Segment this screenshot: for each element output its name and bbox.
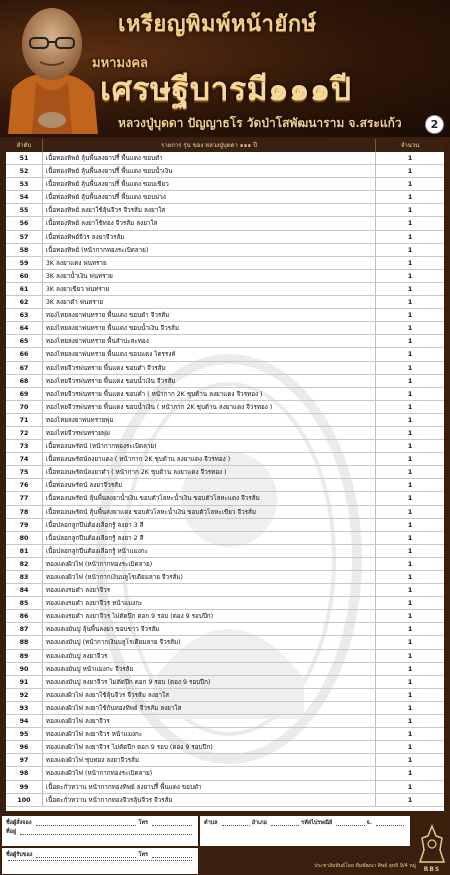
table-row — [6, 479, 444, 492]
table-row — [6, 244, 444, 257]
receiver-extra-field[interactable] — [8, 860, 192, 861]
district-field[interactable] — [271, 819, 299, 826]
row-item-name: ทองแดงผิวไฟ (หน้ากากทองระเบิดลาย) — [43, 767, 376, 779]
row-item-name: ทองแดงผิวไฟ (หน้ากากเงินบลูโรเดียมลาย จีวรส้ม) — [43, 571, 376, 583]
row-number: 86 — [6, 610, 43, 622]
row-quantity: 1 — [407, 744, 413, 752]
row-item-name: 3K ลงยาแดง พ่นทราย — [43, 257, 376, 269]
row-item-name: 3K ลงยาน้ำเงิน พ่นทราย — [43, 270, 376, 282]
row-quantity: 1 — [407, 718, 413, 726]
table-row — [6, 296, 444, 309]
row-number: 61 — [6, 283, 43, 295]
row-number: 89 — [6, 650, 43, 662]
table-row — [6, 335, 444, 348]
row-quantity: 1 — [407, 534, 413, 542]
table-row — [6, 204, 444, 217]
table-row — [6, 610, 444, 623]
header-no: ลำดับ — [6, 139, 43, 152]
row-item-name: เนื้อทองนพรัตน์ ลุ้นพื้นลงยาน้ำเงิน ขอบตัวโลหะน้ำเงิน ขอบตัวโลหะแดง จีวรส้ม — [43, 492, 376, 504]
row-quantity: 1 — [407, 508, 413, 516]
row-number: 69 — [6, 388, 43, 400]
row-quantity: 1 — [407, 351, 413, 359]
row-quantity: 1 — [407, 796, 413, 804]
order-form-footer — [0, 812, 450, 875]
row-quantity: 1 — [407, 272, 413, 280]
monk-portrait-image — [6, 2, 98, 134]
row-item-name: ทองไทยลงยาพ่นทราย พื้นลำปะสะทอง — [43, 335, 376, 347]
table-row — [6, 597, 444, 610]
row-number: 78 — [6, 506, 43, 518]
row-quantity: 1 — [407, 155, 413, 162]
row-quantity: 1 — [407, 181, 413, 189]
subdistrict-field[interactable] — [222, 819, 250, 826]
table-row — [6, 257, 444, 270]
table-row — [6, 754, 444, 767]
receiver-phone-field[interactable] — [152, 851, 192, 858]
credit-text: ประชาสัมพันธ์โดย ทีมพัฒนา ศิษย์ สุทธิ 9/4 หมู่ — [314, 863, 416, 869]
row-number: 73 — [6, 440, 43, 452]
table-row — [6, 781, 444, 794]
row-quantity: 1 — [407, 678, 413, 686]
row-number: 87 — [6, 623, 43, 635]
district-label: อำเภอ — [251, 820, 267, 826]
orderer-phone-field[interactable] — [152, 819, 192, 826]
row-number: 51 — [6, 152, 43, 164]
row-number: 83 — [6, 571, 43, 583]
table-row — [6, 728, 444, 741]
row-number: 90 — [6, 663, 43, 675]
row-quantity: 1 — [407, 770, 413, 778]
row-item-name: เนื้อตะกั่วหวาน หน้ากากทองทิพย์ ลงยาปรี้ พื้นแดง ขอบดำ — [43, 781, 376, 793]
row-number: 75 — [6, 466, 43, 478]
row-item-name: เนื้อทองนพรัตน์ลงยาแดง ( หน้ากาก 2K ชุบด้าน ลงยาแดง จีวรทอง ) — [43, 453, 376, 465]
table-row — [6, 453, 444, 466]
row-number: 55 — [6, 204, 43, 216]
row-item-name: ทองแดงผิวไฟ ลงยาจีวร หน้าแมงกะ — [43, 728, 376, 740]
table-body — [6, 152, 444, 807]
row-number: 74 — [6, 453, 43, 465]
row-item-name: เนื้อทองนพรัตน์ (หน้ากากทองระเบิดลาย) — [43, 440, 376, 452]
row-quantity: 1 — [407, 613, 413, 621]
row-item-name: เนื้อทองทิพย์ ลงยาใช้ทอง จีวรส้ม ลงยาใส — [43, 217, 376, 229]
row-quantity: 1 — [407, 574, 413, 581]
row-item-name: ทองไทยลงยาพ่นทราย พื้นแดง ขอบแดง ไตรรงค์ — [43, 348, 376, 360]
orderer-name-label: ชื่อผู้สั่งจอง — [6, 820, 32, 826]
address-label: ที่อยู่ — [6, 829, 17, 835]
row-item-name: ทองไทยจีวรพ่นทราย พื้นแดง ขอบน้ำเงิน จีวรส้ม — [43, 375, 376, 387]
row-number: 91 — [6, 676, 43, 688]
row-quantity: 1 — [407, 220, 413, 228]
row-number: 58 — [6, 244, 43, 256]
row-number: 76 — [6, 479, 43, 491]
row-item-name: ทองแดงมันปู ลงยาจีวร — [43, 650, 376, 662]
table-row — [6, 362, 444, 375]
header-item-name: รายการ รุ่น ของ หลวงปู่บุดดา ๑๑๑ ปี — [43, 139, 376, 152]
row-item-name: ทองแดงผิวไฟ (หน้ากากทองระเบิดลาย) — [43, 558, 376, 570]
row-quantity: 1 — [407, 403, 413, 411]
row-number: 80 — [6, 532, 43, 544]
row-quantity: 1 — [407, 299, 413, 307]
table-row — [6, 545, 444, 558]
row-item-name: ทองแดงรมดำ ลงยาจีวร ไม่ตัดปีก ตอก 9 รอบ (ตอง 9 รอบปีก) — [43, 610, 376, 622]
row-quantity: 1 — [407, 691, 413, 699]
table-row — [6, 322, 444, 335]
row-number: 65 — [6, 335, 43, 347]
row-number: 98 — [6, 767, 43, 779]
logo-text: RBS — [423, 866, 441, 873]
row-quantity: 1 — [407, 783, 413, 791]
row-item-name: เนื้อทองทิพย์ ลุ้นพื้นลงยาปรี้ พื้นแดง ขอบเขียว — [43, 178, 376, 190]
table-row — [6, 741, 444, 754]
table-row — [6, 414, 444, 427]
row-item-name: ทองแดงมันปู หน้าแมงกะ จีวรส้ม — [43, 663, 376, 675]
row-number: 79 — [6, 519, 43, 531]
row-item-name: เนื้อทองนพรัตน์ ลงยาจีวรส้ม — [43, 479, 376, 491]
table-row — [6, 270, 444, 283]
receiver-phone-label: โทร — [138, 852, 148, 858]
row-number: 71 — [6, 414, 43, 426]
table-row — [6, 702, 444, 715]
row-item-name: ทองแดงรมดำ ลงยาจีวร หน้าแมงกะ — [43, 597, 376, 609]
table-row — [6, 532, 444, 545]
orderer-phone-label: โทร — [138, 820, 148, 826]
row-quantity: 1 — [407, 521, 413, 529]
row-number: 77 — [6, 492, 43, 504]
header-quantity: จำนวน — [400, 142, 420, 149]
row-quantity: 1 — [407, 587, 413, 595]
row-quantity: 1 — [407, 312, 413, 320]
row-quantity: 1 — [407, 207, 413, 215]
row-quantity: 1 — [407, 364, 413, 372]
table-row — [6, 217, 444, 230]
row-quantity: 1 — [407, 704, 413, 712]
zipcode-label: รหัสไปรษณีย์ — [301, 820, 333, 826]
row-item-name: เนื้อทองนพรัตน์ ลุ้นพื้นลงยาแดง ขอบตัวโลหะน้ำเงิน ขอบตัวโลหะเขียว จีวรส้ม — [43, 506, 376, 518]
row-item-name: เนื้อทองทิพย์ (หน้ากากทองระเบิดลาย) — [43, 244, 376, 256]
table-row — [6, 676, 444, 689]
receiver-name-field[interactable] — [36, 851, 136, 858]
rbs-logo-icon — [418, 824, 446, 864]
row-number: 54 — [6, 191, 43, 203]
table-row — [6, 427, 444, 440]
row-quantity: 1 — [407, 560, 413, 568]
row-item-name: ทองไทยลงยาพ่นทราย พื้นแดง ขอบน้ำเงิน จีวรส้ม — [43, 322, 376, 334]
row-item-name: ทองแดงมันปู (หน้ากากเงินบลูโรเดียมลาย จีวรส้ม) — [43, 636, 376, 648]
row-number: 63 — [6, 309, 43, 321]
row-quantity: 1 — [407, 757, 413, 765]
orderer-box — [2, 816, 198, 846]
row-number: 99 — [6, 781, 43, 793]
table-row — [6, 283, 444, 296]
title-line-2: มหามงคล — [92, 56, 149, 71]
row-item-name: ทองไทยลงยาพ่นทรายพุ่ม — [43, 414, 376, 426]
table-row — [6, 191, 444, 204]
table-row — [6, 767, 444, 780]
row-item-name: ทองแดงผิวไฟ ลงยาใช้ลุ้นจีวร จีวรส้ม ลงยาใส — [43, 689, 376, 701]
table-row — [6, 558, 444, 571]
address-field[interactable] — [20, 828, 192, 835]
province-label: จ. — [366, 820, 372, 826]
row-item-name: ทองแดงผิวไฟ ลงยาใช้ก้นทองทิพย์ จีวรส้ม ลงยาใส — [43, 702, 376, 714]
table-row — [6, 401, 444, 414]
row-number: 67 — [6, 362, 43, 374]
row-number: 60 — [6, 270, 43, 282]
row-quantity: 1 — [407, 233, 413, 241]
table-row — [6, 623, 444, 636]
title-line-1: เหรียญพิมพ์หน้ายักษ์ — [118, 11, 317, 37]
receiver-box — [2, 848, 198, 874]
row-number: 84 — [6, 584, 43, 596]
row-number: 96 — [6, 741, 43, 753]
table-row — [6, 715, 444, 728]
title-line-3: เศรษฐีบารมี๑๑๑ปี — [100, 70, 352, 108]
row-quantity: 1 — [407, 416, 413, 424]
row-item-name: ทองแดงมันปู ลุ้นพื้นลงยา ขอบขาว จีวรส้ม — [43, 623, 376, 635]
row-item-name: เนื้อปลอกลูกปืนต้องเลือกรู้ ลงยา 2 สี — [43, 532, 376, 544]
row-quantity: 1 — [407, 495, 413, 503]
row-item-name: ทองแดงผิวไฟ ลงยาจีวร ไม่ตัดปีก ตอก 9 รอบ (ตอง 9 รอบปีก) — [43, 741, 376, 753]
table-row — [6, 571, 444, 584]
table-header — [6, 139, 444, 152]
row-item-name: ทองแดงผิวไฟ ชุบทอง ลงยาจีวรส้ม — [43, 754, 376, 766]
row-item-name: 3K ลงยาเขียว พ่นทราย — [43, 283, 376, 295]
receiver-name-label: ชื่อผู้รับของ — [6, 852, 33, 858]
row-number: 97 — [6, 754, 43, 766]
page-number-badge: 2 — [426, 116, 443, 133]
row-quantity: 1 — [407, 194, 413, 202]
table-row — [6, 178, 444, 191]
table-row — [6, 348, 444, 361]
table-row — [6, 492, 444, 505]
table-row — [6, 165, 444, 178]
row-quantity: 1 — [407, 168, 413, 176]
table-row — [6, 388, 444, 401]
row-item-name: ทองแดงรมดำ ลงยาจีวร — [43, 584, 376, 596]
row-quantity: 1 — [407, 429, 413, 437]
table-row — [6, 794, 444, 807]
row-number: 82 — [6, 558, 43, 570]
row-item-name: เนื้อทองทิพย์ ลุ้นพื้นลงยาปรี้ พื้นแดง ขอบดำ — [43, 152, 376, 164]
table-row — [6, 519, 444, 532]
row-quantity: 1 — [407, 639, 413, 647]
row-item-name: เนื้อทองทิพย์ ลุ้นพื้นลงยาปรี้ พื้นแดง ขอบม่วง — [43, 191, 376, 203]
row-number: 81 — [6, 545, 43, 557]
row-item-name: เนื้อทองทิพย์ ลุ้นพื้นลงยาปรี้ พื้นแดง ขอบน้ำเงิน — [43, 165, 376, 177]
table-row — [6, 440, 444, 453]
table-row — [6, 663, 444, 676]
row-quantity: 1 — [407, 731, 413, 739]
row-quantity: 1 — [407, 338, 413, 346]
row-item-name: ทองไทยจีวรพ่นทรายพุ่ม — [43, 427, 376, 439]
table-row — [6, 584, 444, 597]
table-row — [6, 506, 444, 519]
row-item-name: ทองแดงผิวไฟ ลงยาจีวร — [43, 715, 376, 727]
row-number: 100 — [6, 794, 43, 806]
row-item-name: ทองแดงมันปู ลงยาจีวร ไม่ตัดปีก ตอก 9 รอบ (ตอง 9 รอบปีก) — [43, 676, 376, 688]
zipcode-field[interactable] — [336, 819, 364, 826]
row-item-name: ทองไทยจีวรพ่นทราย พื้นแดง ขอบน้ำเงิน ( หน้ากาก 2K ชุบด้าน ลงยาแดง จีวรทอง ) — [43, 401, 376, 413]
row-quantity: 1 — [407, 443, 413, 451]
subtitle: หลวงปู่บุดดา ปัญญาธโร วัดป่าโสพัฒนาราม จ.สระแก้ว — [118, 116, 402, 130]
row-number: 59 — [6, 257, 43, 269]
table-row — [6, 689, 444, 702]
row-number: 70 — [6, 401, 43, 413]
row-item-name: เนื้อปลอกลูกปืนต้องเลือกรู้ หน้าแมงกะ — [43, 545, 376, 557]
row-quantity: 1 — [407, 390, 413, 398]
row-item-name: 3K ลงยาดำ พ่นทราย — [43, 296, 376, 308]
row-quantity: 1 — [407, 626, 413, 634]
table-row — [6, 636, 444, 649]
row-quantity: 1 — [407, 377, 413, 385]
row-number: 95 — [6, 728, 43, 740]
row-quantity: 1 — [407, 469, 413, 477]
row-number: 62 — [6, 296, 43, 308]
header-banner — [0, 0, 450, 137]
orderer-name-field[interactable] — [36, 819, 137, 826]
table-row — [6, 152, 444, 165]
row-number: 94 — [6, 715, 43, 727]
row-number: 85 — [6, 597, 43, 609]
province-field[interactable] — [376, 819, 404, 826]
row-quantity: 1 — [407, 325, 413, 333]
row-number: 57 — [6, 231, 43, 243]
row-quantity: 1 — [407, 652, 413, 660]
row-number: 53 — [6, 178, 43, 190]
row-quantity: 1 — [407, 600, 413, 608]
row-quantity: 1 — [407, 456, 413, 464]
row-number: 93 — [6, 702, 43, 714]
row-item-name: ทองไทยลงยาพ่นทราย พื้นแดง ขอบดำ จีวรส้ม — [43, 309, 376, 321]
row-quantity: 1 — [407, 285, 413, 293]
row-item-name: เนื้อทองทิพย์ ลงยาใช้ลุ้นจีวร จีวรส้ม ลงยาใส — [43, 204, 376, 216]
row-item-name: เนื้อทองนพรัตน์ลงยาดำ ( หน้ากาก 2K ชุบด้าน ลงยาแดง จีวรทอง ) — [43, 466, 376, 478]
subdistrict-label: ตำบล — [204, 820, 218, 826]
row-number: 72 — [6, 427, 43, 439]
row-item-name: เนื้อทองทิพย์จีวร ลงยาจีวรส้ม — [43, 231, 376, 243]
row-quantity: 1 — [407, 482, 413, 490]
table-row — [6, 309, 444, 322]
row-number: 66 — [6, 348, 43, 360]
row-quantity: 1 — [407, 547, 413, 555]
row-number: 64 — [6, 322, 43, 334]
row-number: 52 — [6, 165, 43, 177]
row-number: 68 — [6, 375, 43, 387]
row-quantity: 1 — [407, 665, 413, 673]
row-quantity: 1 — [407, 259, 413, 267]
address-detail-box — [200, 816, 410, 846]
row-item-name: เนื้อปลอกลูกปืนต้องเลือกรู้ ลงยา 3 สี — [43, 519, 376, 531]
row-number: 56 — [6, 217, 43, 229]
table-row — [6, 231, 444, 244]
row-item-name: ทองไทยจีวรพ่นทราย พื้นแดง ขอบดำ จีวรส้ม — [43, 362, 376, 374]
row-quantity: 1 — [407, 246, 413, 254]
row-item-name: เนื้อตะกั่วหวาน หน้ากากทองจีวรลุ้นจีวร จีวรส้ม — [43, 794, 376, 806]
table-row — [6, 466, 444, 479]
row-item-name: ทองไทยจีวรพ่นทราย พื้นแดง ขอบดำ ( หน้ากาก 2K ชุบด้าน ลงยาแดง จีวรทอง ) — [43, 388, 376, 400]
order-table — [6, 139, 444, 811]
row-number: 88 — [6, 636, 43, 648]
table-row — [6, 375, 444, 388]
table-row — [6, 650, 444, 663]
row-number: 92 — [6, 689, 43, 701]
